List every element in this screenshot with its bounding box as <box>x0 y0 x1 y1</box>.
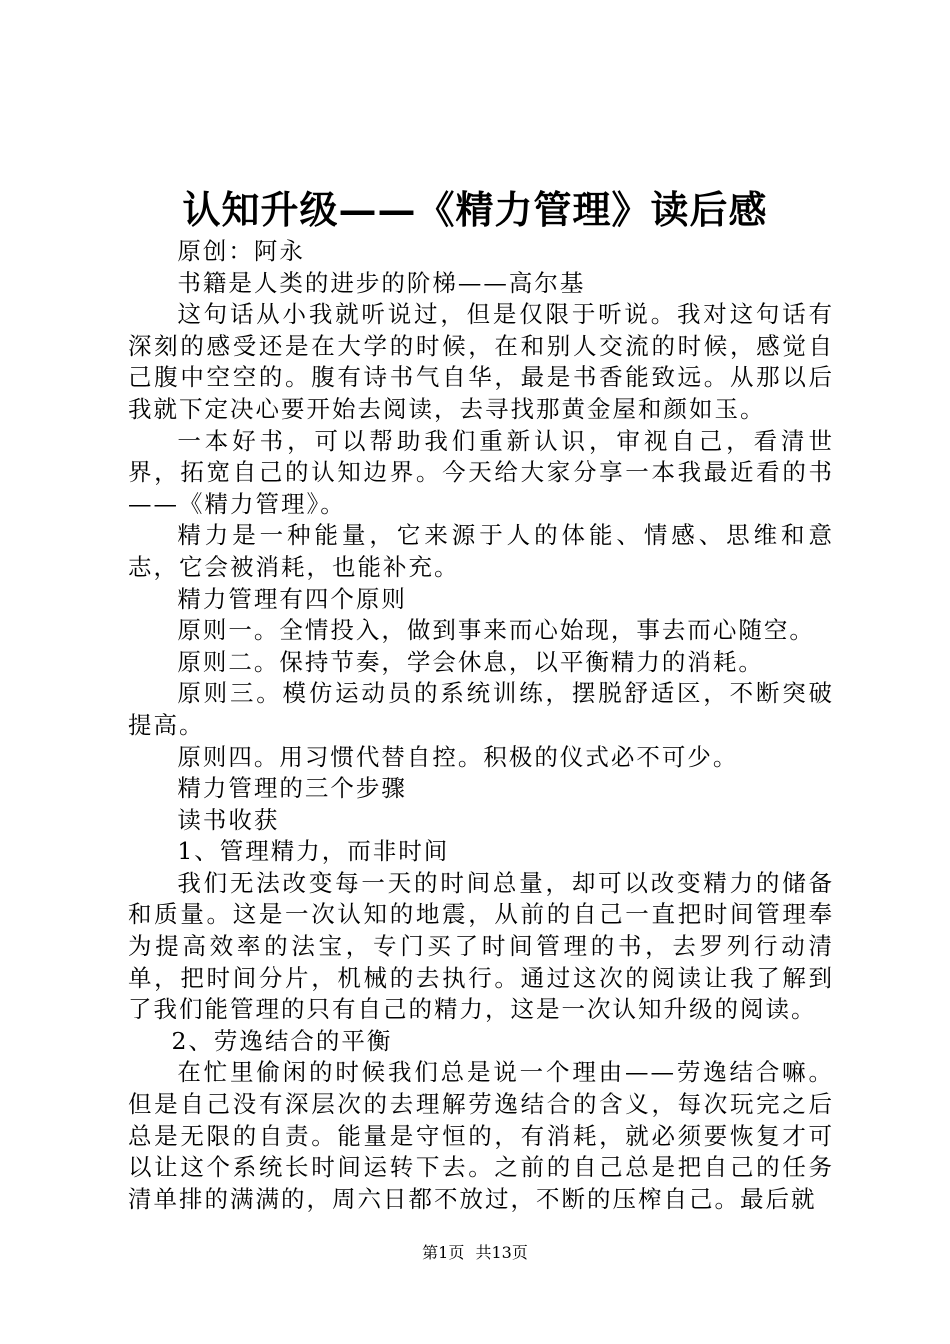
page-number: 第1页 <box>422 1243 465 1262</box>
section-heading: 精力管理有四个原则 <box>177 584 407 613</box>
section-heading: 读书收获 <box>177 805 280 834</box>
subsection-heading: 1、管理精力，而非时间 <box>177 837 450 866</box>
document-body <box>128 236 834 1215</box>
principle-item: 原则一。全情投入，做到事来而心始现，事去而心随空。 <box>177 616 815 645</box>
quote-line: 书籍是人类的进步的阶梯——高尔基 <box>177 268 586 297</box>
page-footer <box>0 1242 950 1264</box>
paragraph: 精力是一种能量，它来源于人的体能、情感、思维和意志，它会被消耗，也能补充。 <box>128 521 834 581</box>
principle-item: 原则三。模仿运动员的系统训练，摆脱舒适区，不断突破提高。 <box>128 679 834 739</box>
principle-item: 原则二。保持节奏，学会休息，以平衡精力的消耗。 <box>177 647 764 676</box>
paragraph: 在忙里偷闲的时候我们总是说一个理由——劳逸结合嘛。但是自己没有深层次的去理解劳逸结合的含义，每次玩完之后总是无限的自责。能量是守恒的，有消耗，就必须要恢复才可以让这个系统长时间运转下去。之前的自己总是把自己的任务清单排的满满的，周六日都不放过，不断的压榨自己。最后就 <box>128 1058 834 1213</box>
principle-item: 原则四。用习惯代替自控。积极的仪式必不可少。 <box>177 742 739 771</box>
section-heading: 精力管理的三个步骤 <box>177 774 407 803</box>
paragraph: 我们无法改变每一天的时间总量，却可以改变精力的储备和质量。这是一次认知的地震，从前的自己一直把时间管理奉为提高效率的法宝，专门买了时间管理的书，去罗列行动清单，把时间分片，机械的去执行。通过这次的阅读让我了解到了我们能管理的只有自己的精力，这是一次认知升级的阅读。 <box>128 868 834 1024</box>
page-title: 认知升级——《精力管理》读后感 <box>182 187 768 232</box>
paragraph: 这句话从小我就听说过，但是仅限于听说。我对这句话有深刻的感受还是在大学的时候，在和别人交流的时候，感觉自己腹中空空的。腹有诗书气自华，最是书香能致远。从那以后我就下定决心要开始去阅读，去寻找那黄金屋和颜如玉。 <box>128 300 834 423</box>
subsection-heading: 2、劳逸结合的平衡 <box>171 1026 393 1055</box>
paragraph: 一本好书，可以帮助我们重新认识，审视自己，看清世界，拓宽自己的认知边界。今天给大家分享一本我最近看的书——《精力管理》。 <box>128 426 834 518</box>
page-total: 共13页 <box>475 1243 528 1262</box>
author-line: 原创：阿永 <box>177 237 305 265</box>
